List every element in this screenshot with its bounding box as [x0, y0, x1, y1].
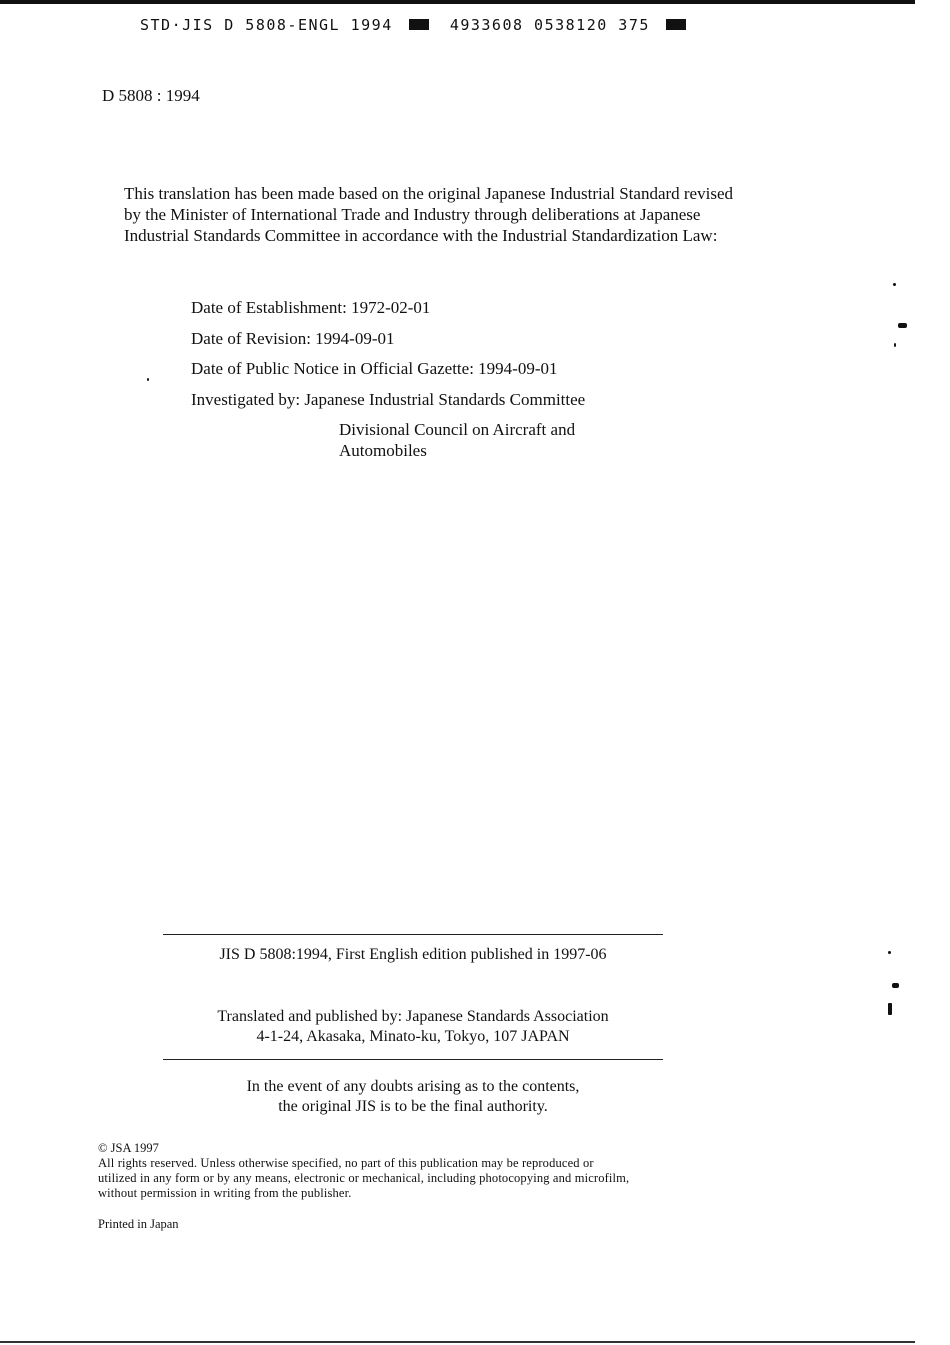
copyright-line: © JSA 1997: [98, 1141, 159, 1155]
document-number: D 5808 : 1994: [102, 86, 200, 105]
rights-line-3: without permission in writing from the publisher.: [98, 1186, 352, 1200]
authority-note: [163, 1077, 663, 1117]
revision-label: Date of Revision:: [191, 328, 311, 348]
establishment-value: 1972-02-01: [351, 298, 431, 317]
publisher-line-1: Translated and published by: Japanese Standards Association: [217, 1008, 609, 1025]
publisher-line-2: 4-1-24, Akasaka, Minato-ku, Tokyo, 107 JAPAN: [256, 1028, 570, 1045]
header-code: [140, 16, 696, 34]
black-block-mark: [409, 19, 429, 30]
scan-speck: [892, 983, 899, 988]
establishment-label: Date of Establishment:: [191, 298, 347, 317]
scan-speck: [147, 378, 149, 381]
scan-speck: [898, 323, 907, 328]
edition-top-rule: [163, 934, 663, 935]
authority-line-1: In the event of any doubts arising as to the contents,: [246, 1078, 580, 1095]
bottom-border-rule: [0, 1341, 915, 1343]
scan-speck: [888, 951, 891, 954]
investigated-value: Japanese Industrial Standards Committee: [304, 389, 586, 409]
rights-line-1: All rights reserved. Unless otherwise specified, no part of this publication may be reproduced or: [98, 1156, 594, 1170]
scan-speck: [893, 283, 896, 286]
revision-value: 1994-09-01: [315, 328, 395, 348]
header-code-part2: 4933608 0538120 375: [449, 16, 650, 34]
dates-block: [191, 297, 585, 419]
scan-speck: [888, 1003, 892, 1015]
printed-in-note: Printed in Japan: [98, 1217, 179, 1231]
council-line-2: Automobiles: [339, 441, 427, 460]
investigated-label: Investigated by:: [191, 389, 301, 409]
black-block-mark: [666, 19, 686, 30]
publisher-block: [163, 1007, 663, 1047]
investigated-line: [191, 389, 585, 420]
rights-line-2: utilized in any form or by any means, electronic or mechanical, including photocopying and microfilm,: [98, 1171, 630, 1185]
header-code-part1: STD·JIS D 5808-ENGL 1994: [140, 16, 393, 34]
scan-speck: [894, 343, 896, 347]
publisher-bottom-rule: [163, 1059, 663, 1060]
authority-line-2: the original JIS is to be the final authority.: [278, 1098, 548, 1115]
council-line-1: Divisional Council on Aircraft and: [339, 420, 576, 439]
establishment-line: [191, 297, 585, 328]
top-border-rule: [0, 0, 915, 4]
intro-paragraph: This translation has been made based on the original Japanese Industrial Standard revised by the Minister of International Trade and Industry through deliberations at Japanese Industrial Standards Committee in accordance with the Industrial Standardization Law:: [124, 184, 733, 245]
copyright-block: [98, 1141, 758, 1201]
revision-line: [191, 328, 585, 359]
public-notice-label: Date of Public Notice in Official Gazette:: [191, 359, 474, 378]
edition-note: JIS D 5808:1994, First English edition published in 1997-06: [219, 946, 607, 963]
public-notice-line: [191, 358, 585, 389]
public-notice-value: 1994-09-01: [478, 359, 558, 378]
council-block: [339, 419, 575, 461]
